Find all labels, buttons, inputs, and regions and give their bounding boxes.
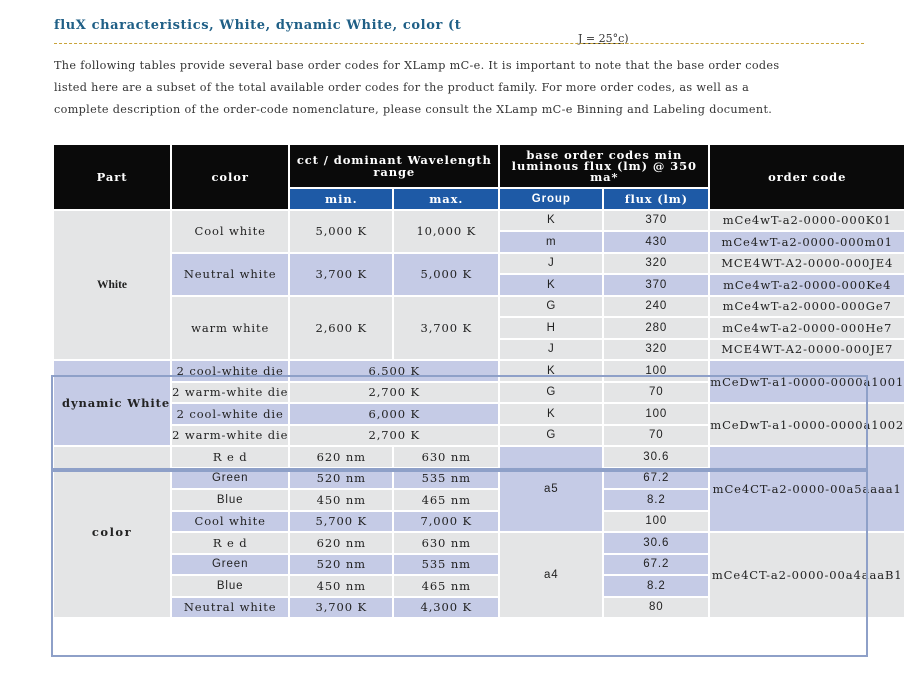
dynamic-color: 2 warm-white die (171, 382, 289, 404)
group-cell: J (499, 253, 603, 275)
dynamic-cct: 6,500 K (289, 360, 499, 382)
flux-cell: 320 (603, 339, 709, 361)
flux-cell: 67.2 (603, 554, 709, 576)
group-cell: a4 (499, 532, 603, 618)
dynamic-cct: 2,700 K (289, 425, 499, 447)
part-white: White (53, 210, 171, 361)
cct-min: 620 nm (289, 446, 393, 468)
flux-cell: 30.6 (603, 532, 709, 554)
header-min: min. (289, 188, 393, 210)
group-cell: G (499, 425, 603, 447)
cct-min: 620 nm (289, 532, 393, 554)
flux-cell: 70 (603, 425, 709, 447)
cct-min: 3,700 K (289, 253, 393, 296)
cct-max: 3,700 K (393, 296, 499, 361)
order-code-cell: mCe4CT-a2-0000-00a4aaaB1 (709, 532, 905, 618)
color-warm-white: warm white (171, 296, 289, 361)
color-cell: Neutral white (171, 597, 289, 619)
cct-max: 535 nm (393, 468, 499, 490)
color-cell: R e d (171, 446, 289, 468)
header-cct: cct / dominant Wavelength range (289, 144, 499, 188)
header-flux-lm: flux (lm) (603, 188, 709, 210)
dynamic-cct: 6,000 K (289, 403, 499, 425)
cct-min: 450 nm (289, 489, 393, 511)
flux-cell: 8.2 (603, 489, 709, 511)
header-max: max. (393, 188, 499, 210)
flux-cell: 430 (603, 231, 709, 253)
group-cell: K (499, 403, 603, 425)
flux-cell: 8.2 (603, 575, 709, 597)
part-dynamic-white: dynamic White (53, 360, 171, 446)
title-divider (54, 43, 864, 44)
cct-max: 535 nm (393, 554, 499, 576)
header-color: color (171, 144, 289, 210)
dynamic-cct: 2,700 K (289, 382, 499, 404)
cct-min: 5,000 K (289, 210, 393, 253)
dynamic-color: 2 cool-white die (171, 360, 289, 382)
flux-cell: 100 (603, 511, 709, 533)
order-code-cell: mCe4wT-a2-0000-000m01 (709, 231, 905, 253)
cct-max: 465 nm (393, 575, 499, 597)
group-cell: K (499, 360, 603, 382)
color-cell: Green (171, 468, 289, 490)
color-cell: R e d (171, 532, 289, 554)
order-code-cell: mCe4wT-a2-0000-000Ge7 (709, 296, 905, 318)
title-suffix: J = 25°c) (578, 32, 629, 45)
cct-min: 5,700 K (289, 511, 393, 533)
flux-cell: 67.2 (603, 468, 709, 490)
header-flux: base order codes min luminous flux (lm) @ 350 ma* (499, 144, 709, 188)
order-code-cell: mCeDwT-a1-0000-0000a1002 (709, 403, 905, 446)
group-cell: J (499, 339, 603, 361)
flux-cell: 80 (603, 597, 709, 619)
intro-paragraph (54, 55, 844, 120)
group-cell: K (499, 210, 603, 232)
cct-max: 630 nm (393, 446, 499, 468)
flux-cell: 370 (603, 274, 709, 296)
cct-max: 4,300 K (393, 597, 499, 619)
header-group: Group (499, 188, 603, 210)
flux-characteristics-table (52, 143, 906, 619)
color-cool-white: Cool white (171, 210, 289, 253)
order-code-cell: mCe4wT-a2-0000-000Ke4 (709, 274, 905, 296)
group-cell: G (499, 382, 603, 404)
cct-max: 7,000 K (393, 511, 499, 533)
group-cell: a5 (499, 446, 603, 532)
cct-max: 465 nm (393, 489, 499, 511)
flux-cell: 240 (603, 296, 709, 318)
part-color: color (53, 446, 171, 618)
header-part: Part (53, 144, 171, 210)
cct-min: 520 nm (289, 468, 393, 490)
cct-max: 5,000 K (393, 253, 499, 296)
header-order-code: order code (709, 144, 905, 210)
group-cell: m (499, 231, 603, 253)
dynamic-color: 2 warm-white die (171, 425, 289, 447)
flux-cell: 100 (603, 403, 709, 425)
cct-max: 630 nm (393, 532, 499, 554)
order-code-cell: mCe4wT-a2-0000-000K01 (709, 210, 905, 232)
page-title: fluX characteristics, White, dynamic White, color (t (54, 18, 462, 33)
color-cell: Cool white (171, 511, 289, 533)
order-code-cell: MCE4WT-A2-0000-000JE4 (709, 253, 905, 275)
order-code-cell: mCe4CT-a2-0000-00a5aaaa1 (709, 446, 905, 532)
flux-cell: 30.6 (603, 446, 709, 468)
group-cell: K (499, 274, 603, 296)
flux-cell: 370 (603, 210, 709, 232)
intro-line: listed here are a subset of the total available order codes for the product family. For more order codes, as well as a (54, 80, 750, 94)
order-code-cell: mCe4wT-a2-0000-000He7 (709, 317, 905, 339)
group-cell: H (499, 317, 603, 339)
cct-min: 450 nm (289, 575, 393, 597)
cct-max: 10,000 K (393, 210, 499, 253)
intro-line: complete description of the order-code nomenclature, please consult the XLamp mC-e Binning and Labeling document. (54, 102, 773, 116)
flux-cell: 70 (603, 382, 709, 404)
cct-min: 3,700 K (289, 597, 393, 619)
color-cell: Blue (171, 489, 289, 511)
color-cell: Blue (171, 575, 289, 597)
flux-cell: 320 (603, 253, 709, 275)
cct-min: 2,600 K (289, 296, 393, 361)
group-cell: G (499, 296, 603, 318)
color-neutral-white: Neutral white (171, 253, 289, 296)
flux-cell: 280 (603, 317, 709, 339)
cct-min: 520 nm (289, 554, 393, 576)
dynamic-color: 2 cool-white die (171, 403, 289, 425)
color-cell: Green (171, 554, 289, 576)
intro-line: The following tables provide several base order codes for XLamp mC-e. It is important to note that the base order codes (54, 59, 780, 72)
order-code-cell: mCeDwT-a1-0000-0000a1001 (709, 360, 905, 403)
flux-cell: 100 (603, 360, 709, 382)
order-code-cell: MCE4WT-A2-0000-000JE7 (709, 339, 905, 361)
